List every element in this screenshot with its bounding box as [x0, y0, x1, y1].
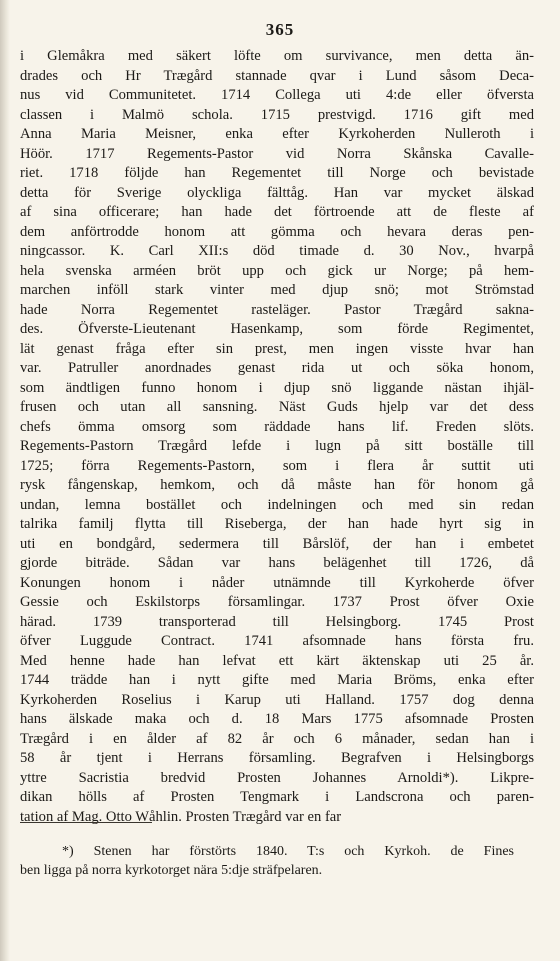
text-line: Med henne hade han lefvat ett kärt äktenskap uti 25 år. — [20, 652, 534, 669]
text-line: 1744 trädde han i nytt gifte med Maria Bröms, enka efter — [20, 672, 534, 688]
text-line: hela svenska arméen bröt upp och gick ur Norge; på hem- — [20, 262, 534, 279]
text-line: af sina officerare; han hade det förtroende att de fleste af — [20, 204, 534, 220]
text-line: härad. 1739 transporterad till Helsingborg. 1745 Prost — [20, 613, 534, 630]
text-line: dem anförtrodde honom att gömma och hevara deras pen- — [20, 223, 534, 240]
text-line: hans älskade maka och d. 18 Mars 1775 afsomnade Prosten — [20, 711, 534, 727]
text-line: Anna Maria Meisner, enka efter Kyrkoherden Nulleroth i — [20, 126, 534, 142]
text-line: i Glemåkra med säkert löfte om survivance, men detta än- — [20, 48, 534, 64]
text-line: Gessie och Eskilstorps församlingar. 1737 Prost öfver Oxie — [20, 594, 534, 610]
text-line: yttre Sacristia bredvid Prosten Johannes Arnoldi*). Likpre- — [20, 769, 534, 786]
text-line: gjorde biträde. Sådan var hans belägenhet till 1726, då — [20, 555, 534, 571]
page-spine-shadow — [0, 0, 10, 961]
text-line: classen i Malmö schola. 1715 prestvigd. 1716 gift med — [20, 106, 534, 123]
text-line: tation af Mag. Otto Wåhlin. Prosten Trægård var en far — [20, 808, 342, 825]
text-line: dikan hölls af Prosten Tengmark i Landscrona och paren- — [20, 789, 534, 805]
text-line: Trægård i en ålder af 82 år och 6 månader, sedan han i — [20, 730, 534, 747]
text-line: ningcassor. K. Carl XII:s död timade d. 30 Nov., hvarpå — [20, 243, 534, 259]
text-line: 1725; förra Regements-Pastorn, som i flera år suttit uti — [20, 457, 534, 474]
text-line: som ändtligen funno honom i djup snö liggande nästan ihjäl- — [20, 379, 534, 396]
body-text — [20, 47, 534, 827]
footnote-line: *) Stenen har förstörts 1840. T:s och Kyrkoh. de Fines — [62, 844, 514, 859]
text-line: Höör. 1717 Regements-Pastor vid Norra Skånska Cavalle- — [20, 145, 534, 162]
text-line: var. Patruller anordnades genast rida ut och söka honom, — [20, 360, 534, 376]
text-line: Kyrkoherden Roselius i Karup uti Halland. 1757 dog denna — [20, 691, 534, 708]
text-line: hade Norra Regementet rasteläger. Pastor Trægård sakna- — [20, 301, 534, 318]
text-line: undan, lemna bostället och indelningen och med sin redan — [20, 496, 534, 513]
text-line: chefs ömma omsorg som räddade hans lif. Freden slöts. — [20, 418, 534, 435]
text-line: rysk fångenskap, hemkom, och då måste han för honom gå — [20, 477, 534, 493]
footnote-divider — [20, 822, 152, 823]
text-line: 58 år tjent i Herrans församling. Begrafven i Helsingborgs — [20, 750, 534, 766]
text-line: öfver Luggude Contract. 1741 afsomnade hans första fru. — [20, 633, 534, 649]
footnote — [20, 842, 514, 880]
text-line: nus vid Communitetet. 1714 Collega uti 4:de eller öfversta — [20, 87, 534, 103]
text-line: frusen och utan all sansning. Näst Guds hjelp var det dess — [20, 399, 534, 415]
text-line: Konungen honom i nåder utnämnde till Kyrkoherde öfver — [20, 574, 534, 591]
page-number: 365 — [265, 20, 295, 39]
text-line: lät genast fråga efter sin prest, men ingen visste hvar han — [20, 340, 534, 357]
text-line: riet. 1718 följde han Regementet till Norge och bevistade — [20, 165, 534, 181]
text-line: Regements-Pastorn Trægård lefde i lugn på sitt boställe till — [20, 438, 534, 454]
text-line: marchen inföll stark vinter med djup snö; mot Strömstad — [20, 282, 534, 298]
text-line: uti en bondgård, sedermera till Bårslöf, der han i embetet — [20, 535, 534, 552]
footnote-line: ben ligga på norra kyrkotorget nära 5:dje sträfpelaren. — [20, 863, 323, 878]
text-line: drades och Hr Trægård stannade qvar i Lund såsom Deca- — [20, 67, 534, 84]
text-line: talrika familj flytta till Riseberga, der han hade hyrt sig in — [20, 516, 534, 532]
text-line: detta för Sverige olyckliga fälttåg. Han var mycket älskad — [20, 184, 534, 201]
text-line: des. Öfverste-Lieutenant Hasenkamp, som förde Regimentet, — [20, 321, 534, 337]
